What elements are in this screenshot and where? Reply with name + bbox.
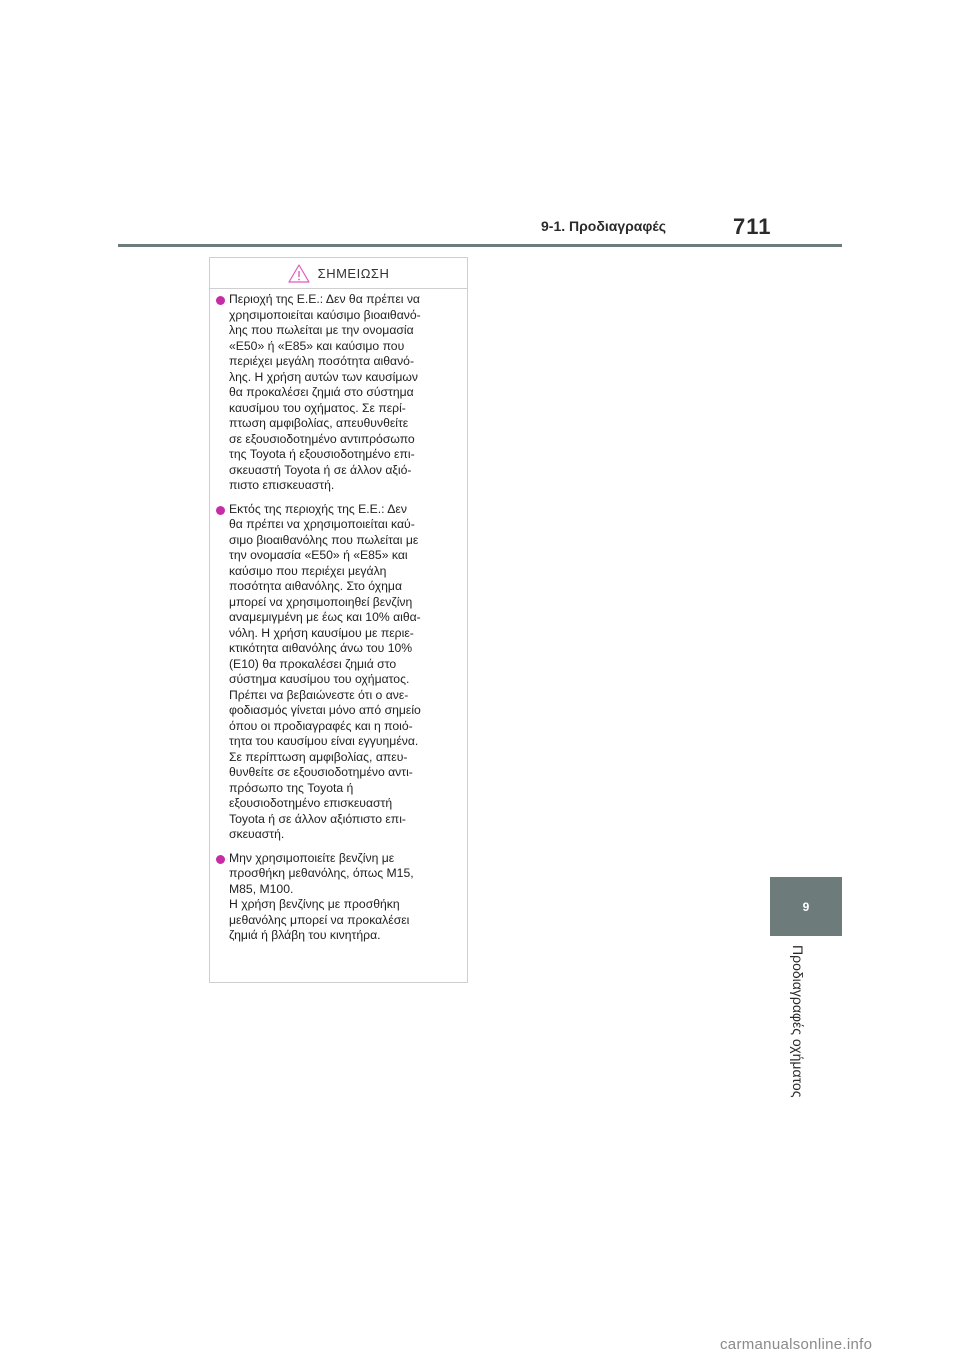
note-line: καυσίμου του οχήματος. Σε περί- xyxy=(229,400,406,415)
note-line: χρησιμοποιείται καύσιμο βιοαιθανό- xyxy=(229,307,421,322)
note-box xyxy=(209,257,468,983)
note-line: σκευαστή. xyxy=(229,827,285,841)
note-line: αναμεμιγμένη με έως και 10% αιθα- xyxy=(229,610,421,624)
bullet-icon xyxy=(216,855,225,864)
note-line: νόλη. Η χρήση καυσίμου με περιε- xyxy=(229,625,414,640)
note-item xyxy=(216,502,461,843)
note-item xyxy=(216,851,461,944)
note-line: Η χρήση βενζίνης με προσθήκη xyxy=(229,897,400,911)
note-line: πιστο επισκευαστή. xyxy=(229,478,335,492)
note-line: περιέχει μεγάλη ποσότητα αιθανό- xyxy=(229,354,415,368)
header-rule xyxy=(118,244,842,247)
note-line: σε εξουσιοδοτημένο αντιπρόσωπο xyxy=(229,431,415,446)
note-line: Σε περίπτωση αμφιβολίας, απευ- xyxy=(229,749,408,764)
note-line: «E50» ή «E85» και καύσιμο που xyxy=(229,338,405,353)
note-line: θα πρέπει να χρησιμοποιείται καύ- xyxy=(229,517,415,531)
note-item xyxy=(216,292,461,494)
note-line: όπου οι προδιαγραφές και η ποιό- xyxy=(229,718,413,733)
chapter-tab[interactable]: 9 xyxy=(770,877,842,936)
note-line: πρόσωπο της Toyota ή xyxy=(229,780,354,795)
note-line: εξουσιοδοτημένο επισκευαστή xyxy=(229,796,393,810)
note-line: κτικότητα αιθανόλης άνω του 10% xyxy=(229,641,413,655)
note-header xyxy=(210,258,467,289)
chapter-label: Προδιαγραφές οχήματος xyxy=(790,945,806,1098)
note-line: μπορεί να χρησιμοποιηθεί βενζίνη xyxy=(229,594,413,609)
page-number: 711 xyxy=(733,214,772,239)
note-line: σκευαστή Toyota ή σε άλλον αξιό- xyxy=(229,462,412,477)
note-line: φοδιασμός γίνεται μόνο από σημείο xyxy=(229,703,421,717)
note-line: τητα του καυσίμου είναι εγγυημένα. xyxy=(229,734,419,748)
note-line: της Toyota ή εξουσιοδοτημένο επι- xyxy=(229,447,415,461)
note-line: καύσιμο που περιέχει μεγάλη xyxy=(229,563,387,578)
note-line: λης που πωλείται με την ονομασία xyxy=(229,323,414,337)
note-line: την ονομασία «E50» ή «E85» και xyxy=(229,548,408,562)
note-line: Περιοχή της Ε.Ε.: Δεν θα πρέπει να xyxy=(229,292,420,306)
note-line: σιμο βιοαιθανόλης που πωλείται με xyxy=(229,532,419,547)
note-line: προσθήκη μεθανόλης, όπως M15, xyxy=(229,866,414,880)
note-line: Εκτός της περιοχής της Ε.Ε.: Δεν xyxy=(229,501,407,516)
section-title: 9-1. Προδιαγραφές xyxy=(541,218,666,234)
note-line: θυνθείτε σε εξουσιοδοτημένο αντι- xyxy=(229,765,413,779)
note-line: πτωση αμφιβολίας, απευθυνθείτε xyxy=(229,416,409,430)
note-line: σύστημα καυσίμου του οχήματος. xyxy=(229,672,410,686)
note-line: (E10) θα προκαλέσει ζημιά στο xyxy=(229,656,397,671)
note-line: ζημιά ή βλάβη του κινητήρα. xyxy=(229,928,381,942)
note-body xyxy=(210,289,467,944)
watermark: carmanualsonline.info xyxy=(720,1336,873,1353)
warning-triangle-icon xyxy=(288,264,310,283)
bullet-icon xyxy=(216,506,225,515)
note-line: θα προκαλέσει ζημιά στο σύστημα xyxy=(229,385,414,399)
bullet-icon xyxy=(216,296,225,305)
note-line: Πρέπει να βεβαιώνεστε ότι ο ανε- xyxy=(229,687,409,702)
note-line: Toyota ή σε άλλον αξιόπιστο επι- xyxy=(229,811,406,826)
note-line: μεθανόλης μπορεί να προκαλέσει xyxy=(229,912,410,927)
note-line: λης. Η χρήση αυτών των καυσίμων xyxy=(229,369,419,384)
note-line: Μην χρησιμοποιείτε βενζίνη με xyxy=(229,850,395,865)
note-line: M85, M100. xyxy=(229,881,294,896)
note-title: ΣΗΜΕΙΩΣΗ xyxy=(317,265,390,281)
note-line: ποσότητα αιθανόλης. Στο όχημα xyxy=(229,579,402,593)
